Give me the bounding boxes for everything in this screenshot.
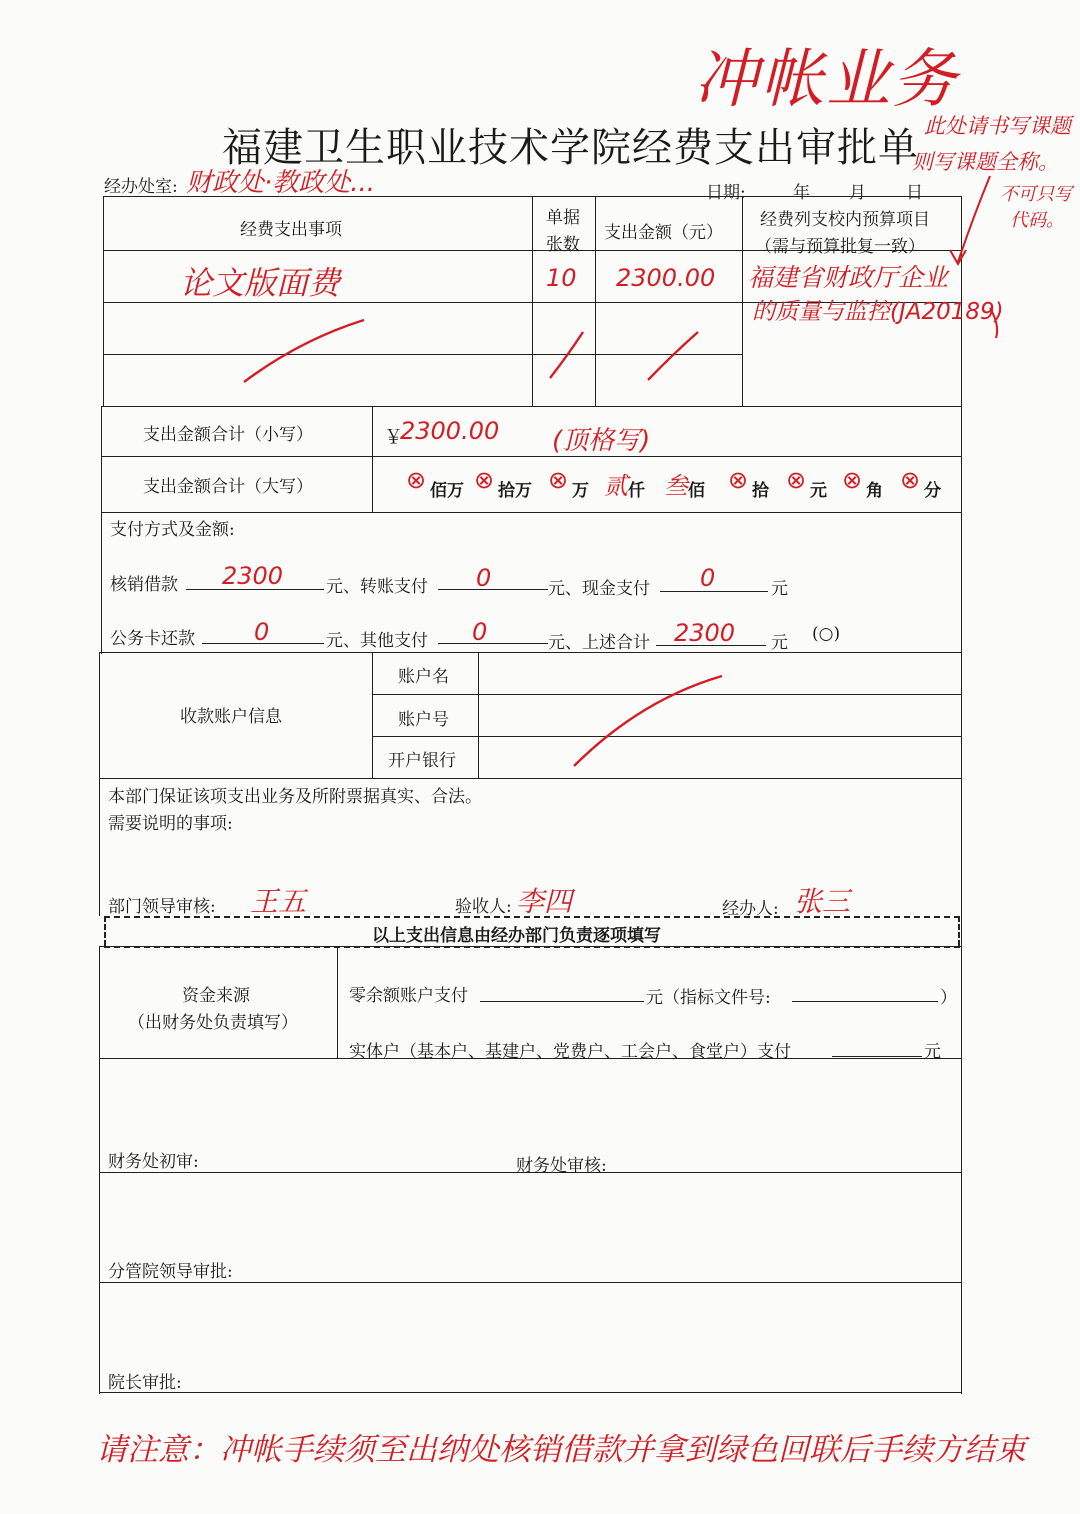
- col-header-amount: 支出金额（元）: [604, 223, 723, 243]
- account-number-label: 账户号: [398, 710, 449, 730]
- big-digit-value: ⊗: [786, 466, 807, 494]
- big-digit-value: ⊗: [474, 466, 495, 494]
- row1-amount: 2300.00: [616, 264, 716, 292]
- card-value: 0: [254, 618, 270, 646]
- big-digit-value: ⊗: [406, 466, 427, 494]
- transfer-value: 0: [476, 564, 492, 592]
- row1-count: 10: [546, 264, 577, 292]
- zero-balance-close: ）: [940, 988, 957, 1008]
- finance-first-label: 财务处初审:: [108, 1152, 199, 1172]
- total-small-symbol: ￥: [384, 426, 404, 448]
- date-day: 日: [906, 183, 923, 203]
- sum-yuan: 元: [771, 633, 788, 653]
- big-digit-unit: 万: [572, 481, 589, 501]
- big-digit-value: ⊗: [728, 466, 749, 494]
- leader-sign: 王五: [250, 885, 307, 918]
- funding-label-2: （出财务处负责填写）: [128, 1013, 298, 1033]
- big-digit-unit: 拾: [752, 481, 769, 501]
- cash-yuan: 元: [771, 579, 788, 599]
- big-digit-unit: 角: [866, 481, 883, 501]
- acceptor-label: 验收人:: [455, 897, 512, 917]
- big-digit-unit: 拾万: [498, 481, 532, 501]
- president-label: 院长审批:: [108, 1373, 182, 1393]
- date-month: 月: [849, 183, 866, 203]
- total-big-label: 支出金额合计（大写）: [143, 477, 313, 497]
- col-header-count-1: 单据: [546, 208, 580, 228]
- guarantee-text: 本部门保证该项支出业务及所附票据真实、合法。: [108, 787, 482, 807]
- big-digit-unit: 元: [810, 481, 827, 501]
- entity-tail: 元: [924, 1042, 941, 1062]
- col-header-budget-1: 经费列支校内预算项目: [760, 210, 930, 230]
- col-header-budget-2: （需与预算批复一致）: [755, 237, 925, 257]
- row1-item: 论文版面费: [180, 264, 341, 302]
- account-name-label: 账户名: [398, 667, 449, 687]
- transfer-label: 元、转账支付: [326, 577, 428, 597]
- sum-label: 元、上述合计: [548, 633, 650, 653]
- col-header-item: 经费支出事项: [240, 220, 342, 240]
- big-digit-unit: 佰万: [430, 481, 464, 501]
- stamp-note: 冲帐业务: [694, 43, 958, 117]
- dept-fill-note: 以上支出信息由经办部门负责逐项填写: [372, 926, 661, 946]
- side-note-line-1: 此处请书写课题: [924, 114, 1071, 138]
- side-note-line-4: 代码。: [1010, 210, 1064, 231]
- notes-label: 需要说明的事项:: [108, 814, 233, 834]
- date-label: 日期:: [706, 183, 746, 203]
- finance-review-label: 财务处审核:: [516, 1156, 607, 1176]
- sum-note: (○): [812, 624, 841, 644]
- payment-heading: 支付方式及金额:: [110, 520, 235, 540]
- total-small-note: (顶格写): [552, 426, 651, 456]
- row1-budget-1: 福建省财政厅企业: [748, 263, 949, 292]
- big-digit-value: 叁: [664, 472, 688, 500]
- card-label: 公务卡还款: [110, 629, 195, 649]
- total-small-label: 支出金额合计（小写）: [143, 425, 313, 445]
- big-digit-unit: 佰: [688, 481, 705, 501]
- big-digit-unit: 分: [924, 481, 941, 501]
- entity-label: 实体户（基本户、基建户、党费户、工会户、食堂户）支付: [349, 1042, 791, 1062]
- side-note-line-3: 不可只写: [1000, 184, 1072, 205]
- cash-label: 元、现金支付: [548, 579, 650, 599]
- sum-value: 2300: [674, 619, 736, 647]
- big-digit-value: ⊗: [548, 466, 569, 494]
- account-bank-label: 开户银行: [388, 751, 456, 771]
- big-digit-value: ⊗: [842, 466, 863, 494]
- vice-president-label: 分管院领导审批:: [108, 1262, 233, 1282]
- row1-budget-2: 的质量与监控(JA20189): [752, 299, 1004, 325]
- zero-balance-label: 零余额账户支付: [349, 986, 468, 1006]
- account-label: 收款账户信息: [180, 707, 282, 727]
- loan-label: 核销借款: [110, 575, 178, 595]
- big-digit-value: 贰: [604, 472, 628, 500]
- leader-label: 部门领导审核:: [108, 897, 216, 917]
- big-digit-value: ⊗: [900, 466, 921, 494]
- dept-label: 经办处室:: [104, 177, 178, 197]
- date-year: 年: [793, 183, 810, 203]
- cash-value: 0: [700, 564, 716, 592]
- zero-balance-tail: 元（指标文件号:: [646, 988, 771, 1008]
- total-small-value: 2300.00: [400, 417, 500, 445]
- handler-label: 经办人:: [722, 899, 779, 919]
- col-header-count-2: 张数: [546, 235, 580, 255]
- funding-label-1: 资金来源: [182, 986, 250, 1006]
- big-digit-unit: 仟: [628, 481, 645, 501]
- loan-value: 2300: [222, 562, 284, 590]
- dept-value: 财政处·教政处...: [186, 168, 376, 198]
- other-label: 元、其他支付: [326, 631, 428, 651]
- footer-note: 请注意：冲帐手续须至出纳处核销借款并拿到绿色回联后手续方结束: [96, 1432, 1026, 1468]
- handler-sign: 张三: [794, 885, 851, 918]
- acceptor-sign: 李四: [516, 885, 573, 918]
- side-note-line-2: 则写课题全称。: [912, 150, 1059, 174]
- form-title: 福建卫生职业技术学院经费支出审批单: [222, 125, 919, 171]
- other-value: 0: [472, 618, 488, 646]
